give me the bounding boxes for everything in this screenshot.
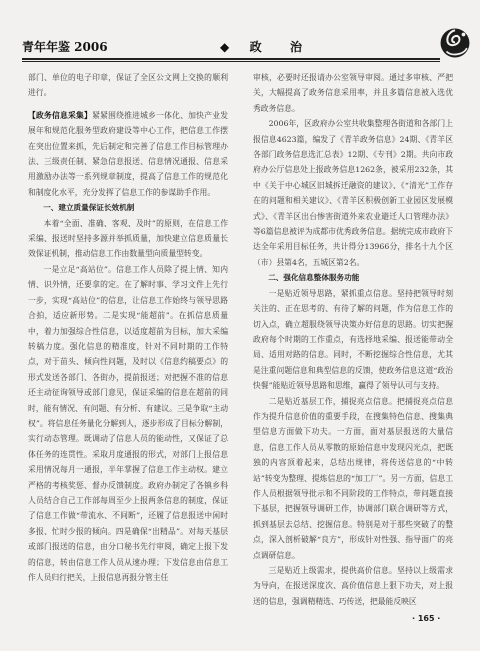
section-char-b: 治 [290, 40, 303, 54]
running-header [22, 36, 462, 58]
separator-diamond: ◆ [220, 40, 230, 54]
entry-heading: 【政务信息采集】 [28, 110, 93, 120]
header-rule-thin [22, 61, 440, 62]
paragraph: 三是贴近上级需求，提供高价信息。坚持以上级需求为导向，在报送深度次、高价值信息上狠下功夫，对上报送的信息，强调精精选、巧传送，把最能反映区 [253, 566, 453, 606]
paragraph: 本着“全面、准确、客观、及时”的原则，在信息工作采编、报送时坚持多源并举抓质量，加快建立信息质量长效保证机制，推动信息工作由数量型向质量型转变。 [28, 218, 228, 259]
paragraph: 一是贴近领导思路，紧抓重点信息。坚持把领导时刻关注的、正在思考的、有待了解的问题，作为信息工作的切入点，确立超服绕领导决策办好信息的思路。切实把握政府每个时期的工作重点，有选择地采编、报送能带动全局、适用对路的信息。同时，不断挖掘综合性信息，尤其是注重问题信息和典型信息的反馈，使政务信息这道“政治快餐”能贴近领导思路和思维，赢得了领导认可与支持。 [253, 288, 453, 391]
paragraph: 部门、单位的电子印章，保证了全区公文网上交换的顺利进行。 [28, 73, 228, 98]
section-char-a: 政 [249, 40, 262, 54]
paragraph: 审核，必要时还报请办公室领导审阅。通过多审核、严把关，大幅提高了政务信息采用率，并且多篇信息被入选优秀政务信息。 [253, 73, 453, 113]
section-heading: 一、建立质量保证长效机制 [43, 203, 135, 213]
paragraph: 2006年，区政府办公室共收集整理各街道和各部门上报信息4623篇，编发了《青羊政务信息》24期、《青羊区各部门政务信息选汇总表》12期、《专刊》2期。共向市政府办公厅信息处上报政务信息1262条，被采用232条，其中《关于中心城区旧城拆迁融资的建议》、《“清光”工作存在的问题和相关建议》、《青羊区积极创新工业园区发展模式》、《青羊区出台惨害街道外来农业避迁人口管理办法》等6篇信息被评为成都市优秀政务信息。据统完成市政府下达全年采用目标任务，共计得分13966分，排名十九个区（市）县第4名，五城区第2名。 [253, 119, 453, 267]
section-title [220, 38, 302, 55]
paragraph-info-collection [28, 108, 228, 200]
entry-body: 紧紧围绕推进城乡一体化、加快产业发展年和规范化服务型政府建设等中心工作，把信息工作摆在突出位置来抓，先后制定和完善了信息工作目标管理办法、三级责任制、紧急信息报送、信息情况通报、信息采用激励办法等一系列规章制度，提高了信息工作的规范化和制度化水平，充分发挥了信息工作的参谋助手作用。 [28, 110, 229, 197]
section-heading: 二、强化信息整体服务功能 [268, 273, 360, 283]
paragraph: 二是贴近基层工作，捕捉亮点信息。把捕捉亮点信息作为提升信息价值的重要手段，在搜集特色信息、搜集典型信息方面做下功夫。一方面，面对基层报送的大量信息，信息工作人员从零散的原始信息中发现闪光点，把既独的内容顶着起来，总结出规律，将传送信息的“中转站”转变为整理、提炼信息的“加工厂”。另一方面，信息工作人员根据领导批示和不同阶段的工作特点，带问题直接下基层，把握领导调研工作，协调部门联合调研等方式，抓到基层去总结、挖掘信息。特别是对于那些突破了的整点，深入剖析破解“良方”，形成针对性强、指导面广的亮点调研信息。 [253, 396, 453, 560]
header-rule [22, 58, 440, 60]
left-column [28, 70, 228, 585]
yearbook-title: 青年年鉴 2006 [22, 40, 108, 54]
paragraph: 一是立足“高站位”。信息工作人员除了提上情、知内情、识外情，还要拿的定。在了解时事、学习文件上先行一步，实现“高站位”的信息，让信息工作始终与领导思路合拍，适应新形势。二是实现“能超前”。在抓信息质量中，着力加强综合性信息，以适度超前为目标，加大采编转稿力度。强化信息的精准度，针对不同时期的工作特点，对于苗头、倾向性问题，及时以《信息约稿要点》的形式发送各部门、各街办，提前报送；对把握不准的信息还主动征询领导或部门意见，保证采编的信息在超前的同时，能有情况、有问题、有分析、有建议。三是争取“主动权”。将信息任务量化分解到人，逐步形成了目标分解制，实行动态管理。既调动了信息人员的能动性，又保证了总体任务的连贯性。采取月度通报的形式，对部门上报信息采用情况每月一通报，半年掌握了信息工作主动权。建立严格的考核奖惩、督办反馈制度。政府办制定了各镇乡科人员结合自己工作部每周至少上报两条信息的制度，保证了信息工作做“带流水、不间断”，还履了信息报送中闲时多报、忙时少报的倾向。四是确保“出精品”。对每天基层或部门报送的信息，由分口秘书先行审阅，确定上报下发的信息，转由信息工作人员从速办理；下发信息由信息工作人员归行把关，上报信息再报分管主任 [28, 264, 228, 582]
page-number: · 165 · [412, 614, 441, 623]
right-column [253, 70, 453, 609]
swirl-logo-icon [438, 26, 472, 60]
